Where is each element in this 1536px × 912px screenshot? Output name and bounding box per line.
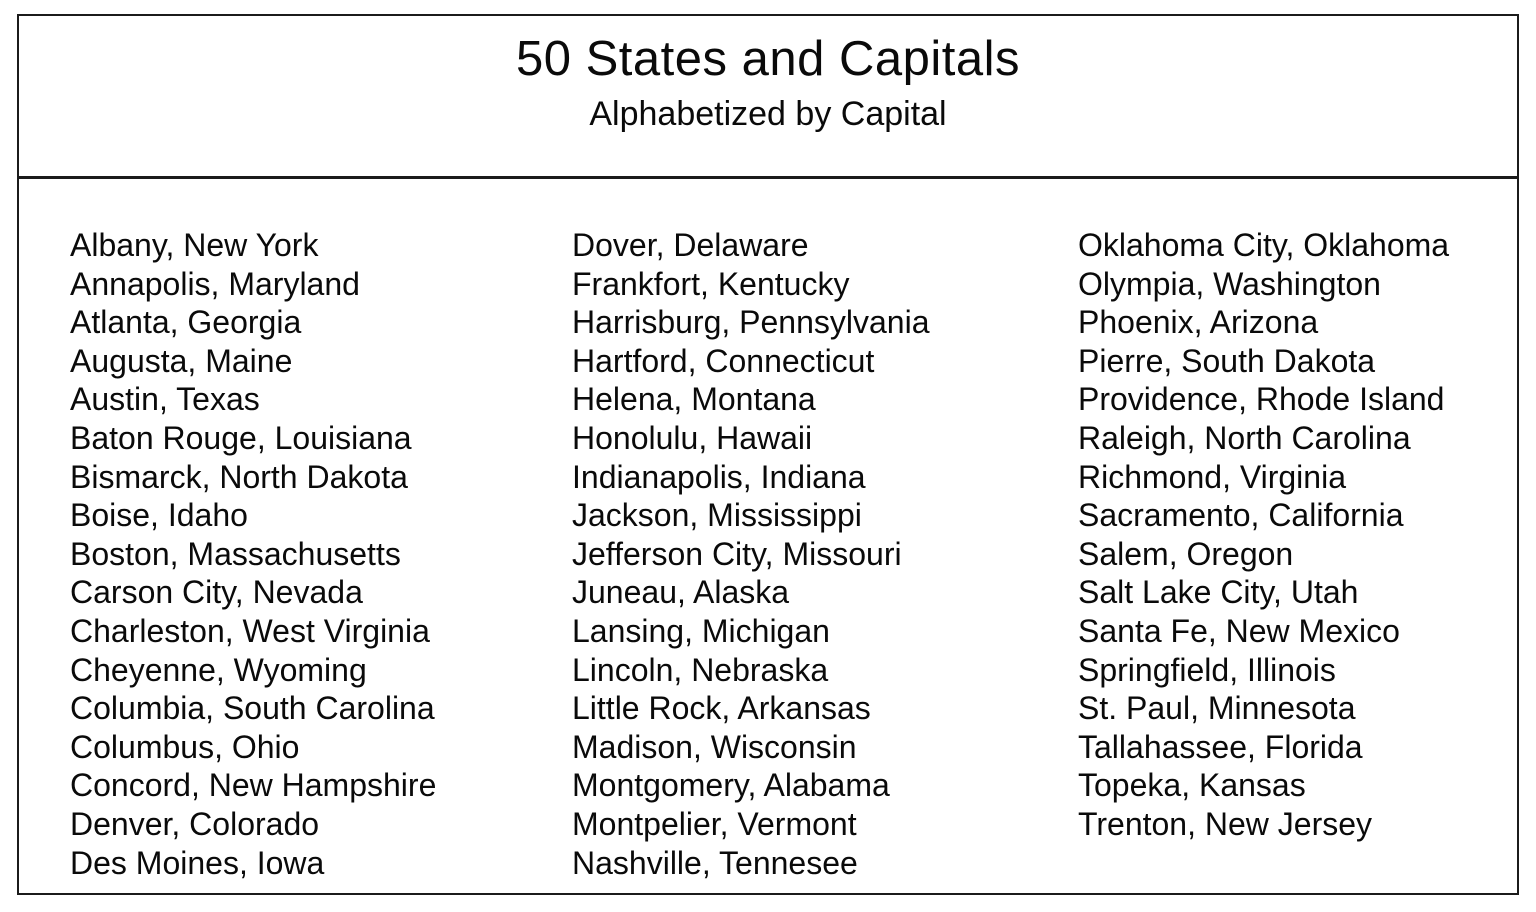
list-item: Carson City, Nevada	[70, 574, 363, 611]
list-item: Oklahoma City, Oklahoma	[1078, 227, 1450, 263]
list-item: Augusta, Maine	[70, 342, 293, 379]
list-item: Honolulu, Hawaii	[572, 419, 813, 456]
list-item: Charleston, West Virginia	[70, 612, 430, 649]
list-item: Little Rock, Arkansas	[572, 690, 871, 727]
list-item: Boise, Idaho	[70, 497, 248, 534]
list-item: Tallahassee, Florida	[1078, 728, 1363, 765]
list-item: Juneau, Alaska	[572, 574, 790, 611]
list-item: St. Paul, Minnesota	[1078, 690, 1356, 727]
capitals-column-2	[572, 226, 1078, 882]
list-item: Santa Fe, New Mexico	[1078, 612, 1400, 649]
list-item: Atlanta, Georgia	[70, 304, 302, 341]
list-item: Montgomery, Alabama	[572, 767, 890, 804]
list-item: Albany, New York	[70, 227, 319, 263]
list-item: Bismarck, North Dakota	[70, 458, 408, 495]
list-item: Columbia, South Carolina	[70, 690, 435, 727]
list-item: Denver, Colorado	[70, 805, 320, 842]
capitals-column-1	[70, 226, 572, 882]
list-item: Jackson, Mississippi	[572, 497, 862, 534]
list-item: Nashville, Tennesee	[572, 844, 858, 881]
list-item: Indianapolis, Indiana	[572, 458, 866, 495]
list-item: Austin, Texas	[70, 381, 260, 418]
list-item: Montpelier, Vermont	[572, 805, 857, 842]
list-item: Frankfort, Kentucky	[572, 265, 850, 302]
list-item: Lansing, Michigan	[572, 612, 830, 649]
list-item: Sacramento, California	[1078, 497, 1404, 534]
list-item: Topeka, Kansas	[1078, 767, 1306, 804]
list-item: Concord, New Hampshire	[70, 767, 437, 804]
list-item: Raleigh, North Carolina	[1078, 419, 1411, 456]
list-item: Dover, Delaware	[572, 227, 809, 263]
page-subtitle: Alphabetized by Capital	[589, 95, 947, 133]
list-item: Phoenix, Arizona	[1078, 304, 1319, 341]
document-frame	[17, 14, 1519, 895]
list-item: Columbus, Ohio	[70, 728, 300, 765]
list-item: Cheyenne, Wyoming	[70, 651, 367, 688]
list-item: Helena, Montana	[572, 381, 816, 418]
list-item: Hartford, Connecticut	[572, 342, 875, 379]
page-title: 50 States and Capitals	[515, 32, 1021, 86]
capitals-list	[19, 179, 1517, 882]
list-item: Boston, Massachusetts	[70, 535, 401, 572]
list-item: Olympia, Washington	[1078, 265, 1381, 302]
document-header	[19, 31, 1517, 179]
list-item: Springfield, Illinois	[1078, 651, 1336, 688]
list-item: Trenton, New Jersey	[1078, 805, 1373, 842]
list-item: Jefferson City, Missouri	[572, 535, 902, 572]
list-item: Providence, Rhode Island	[1078, 381, 1445, 418]
list-item: Des Moines, Iowa	[70, 844, 325, 881]
list-item: Richmond, Virginia	[1078, 458, 1346, 495]
list-item: Harrisburg, Pennsylvania	[572, 304, 930, 341]
capitals-column-3	[1078, 226, 1498, 882]
list-item: Annapolis, Maryland	[70, 265, 360, 302]
list-item: Salt Lake City, Utah	[1078, 574, 1359, 611]
list-item: Pierre, South Dakota	[1078, 342, 1376, 379]
list-item: Salem, Oregon	[1078, 535, 1294, 572]
list-item: Lincoln, Nebraska	[572, 651, 829, 688]
list-item: Baton Rouge, Louisiana	[70, 419, 412, 456]
list-item: Madison, Wisconsin	[572, 728, 857, 765]
